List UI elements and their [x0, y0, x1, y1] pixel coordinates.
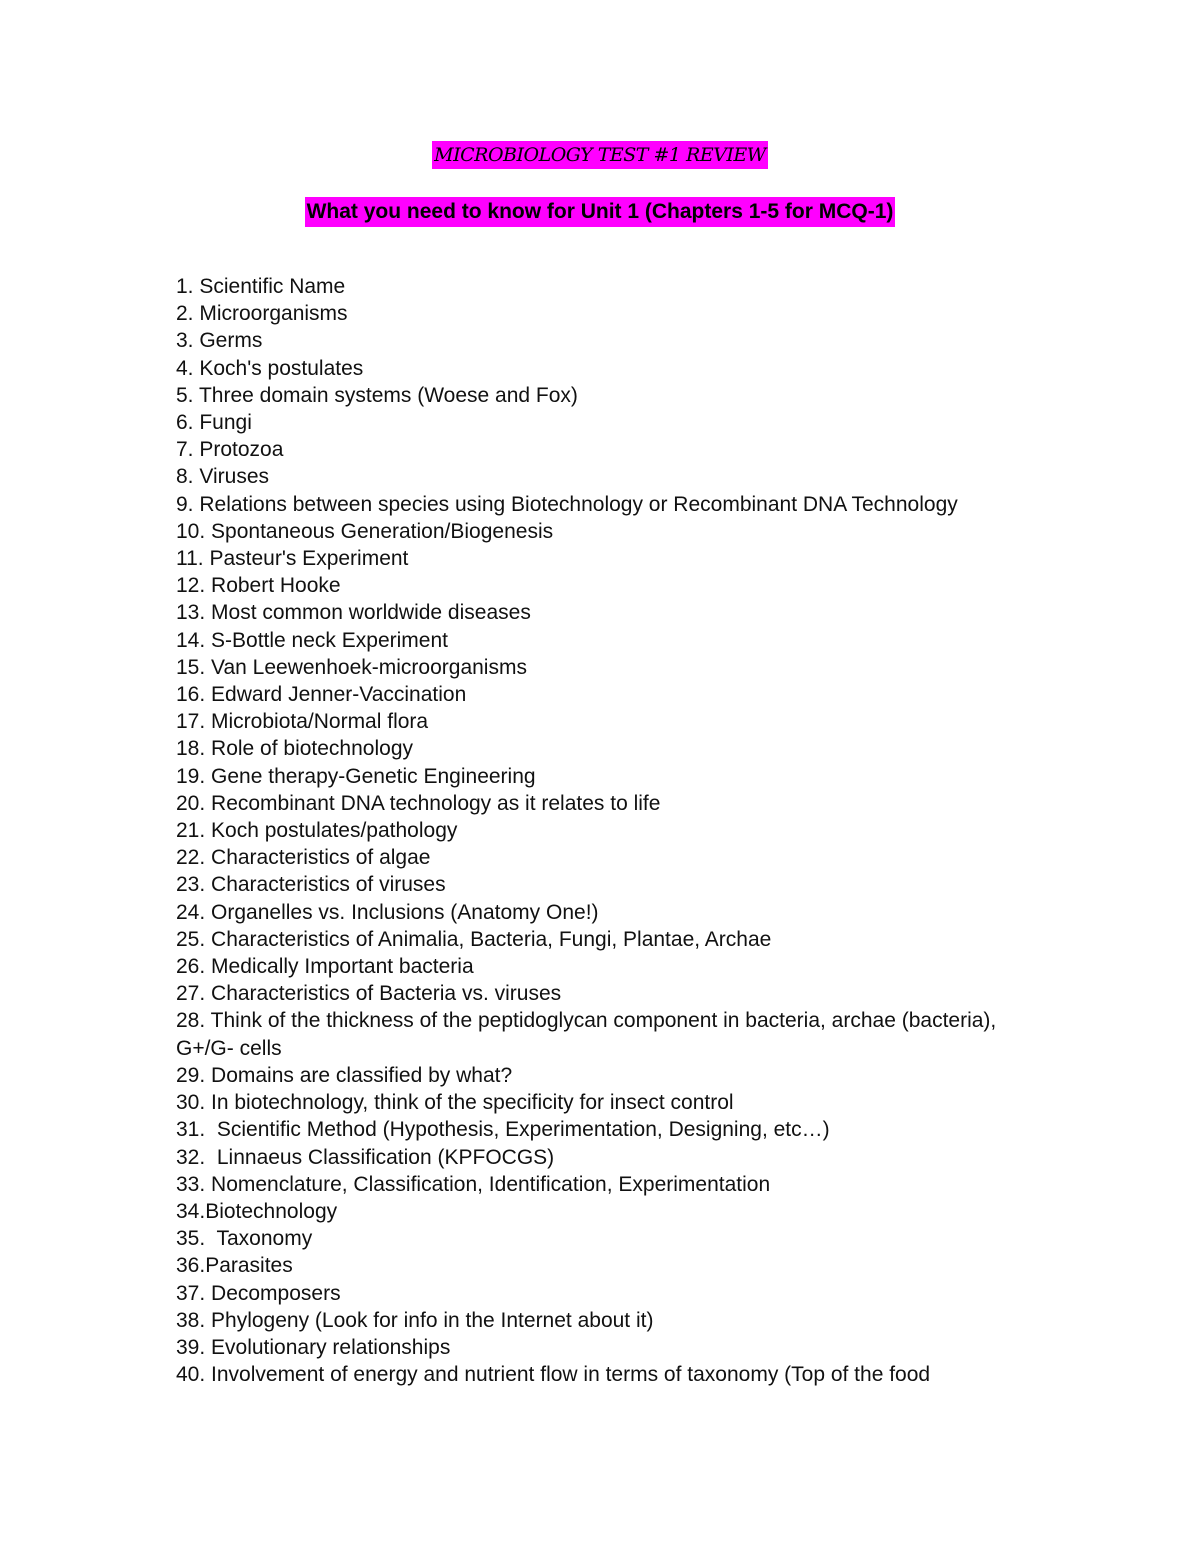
list-item: 24. Organelles vs. Inclusions (Anatomy One!) [176, 900, 599, 924]
list-item: 11. Pasteur's Experiment [176, 547, 409, 571]
list-item: 7. Protozoa [176, 438, 284, 462]
list-item: 22. Characteristics of algae [176, 846, 431, 870]
list-item: 32. Linnaeus Classification (KPFOCGS) [176, 1145, 555, 1169]
list-item: 17. Microbiota/Normal flora [176, 710, 429, 734]
list-item: 33. Nomenclature, Classification, Identification, Experimentation [176, 1172, 771, 1196]
list-item: 25. Characteristics of Animalia, Bacteria, Fungi, Plantae, Archae [176, 927, 772, 951]
list-item: 36.Parasites [176, 1254, 293, 1278]
list-item: 18. Role of biotechnology [176, 737, 413, 761]
list-item: 40. Involvement of energy and nutrient flow in terms of taxonomy (Top of the food [176, 1363, 931, 1387]
list-item: 38. Phylogeny (Look for info in the Internet about it) [176, 1308, 654, 1332]
list-item: 23. Characteristics of viruses [176, 873, 446, 897]
list-item: 16. Edward Jenner-Vaccination [176, 683, 467, 707]
page-subtitle: What you need to know for Unit 1 (Chapters 1-5 for MCQ-1) [305, 197, 896, 227]
list-item: 19. Gene therapy-Genetic Engineering [176, 764, 536, 788]
list-item: 5. Three domain systems (Woese and Fox) [176, 383, 578, 407]
list-item: 31. Scientific Method (Hypothesis, Experimentation, Designing, etc…) [176, 1118, 830, 1142]
list-item: 12. Robert Hooke [176, 574, 341, 598]
list-item: 28. Think of the thickness of the peptidoglycan component in bacteria, archae (bacteria), G+/G- cells [176, 1009, 1003, 1060]
list-item: 4. Koch's postulates [176, 356, 364, 380]
list-item: 34.Biotechnology [176, 1199, 338, 1223]
list-item: 1. Scientific Name [176, 275, 346, 298]
list-item: 20. Recombinant DNA technology as it relates to life [176, 791, 661, 815]
list-item: 6. Fungi [176, 411, 252, 435]
review-topics-list [176, 273, 1046, 1388]
list-item: 10. Spontaneous Generation/Biogenesis [176, 519, 554, 543]
list-item: 29. Domains are classified by what? [176, 1063, 513, 1087]
list-item: 26. Medically Important bacteria [176, 955, 474, 979]
list-item: 37. Decomposers [176, 1281, 341, 1305]
list-item: 14. S-Bottle neck Experiment [176, 628, 448, 652]
list-item: 15. Van Leewenhoek-microorganisms [176, 655, 527, 679]
list-item: 8. Viruses [176, 465, 269, 489]
list-item: 2. Microorganisms [176, 302, 348, 326]
list-item: 9. Relations between species using Biotechnology or Recombinant DNA Technology [176, 492, 958, 516]
title-line [0, 141, 1200, 169]
list-item: 27. Characteristics of Bacteria vs. viruses [176, 982, 562, 1006]
list-item: 35. Taxonomy [176, 1227, 313, 1251]
list-item: 3. Germs [176, 329, 263, 353]
subtitle-line [0, 197, 1200, 227]
list-item: 39. Evolutionary relationships [176, 1335, 451, 1359]
list-item: 30. In biotechnology, think of the specificity for insect control [176, 1091, 734, 1115]
list-item: 13. Most common worldwide diseases [176, 601, 531, 625]
list-item: 21. Koch postulates/pathology [176, 819, 458, 843]
page-title: MICROBIOLOGY TEST #1 REVIEW [432, 141, 768, 169]
